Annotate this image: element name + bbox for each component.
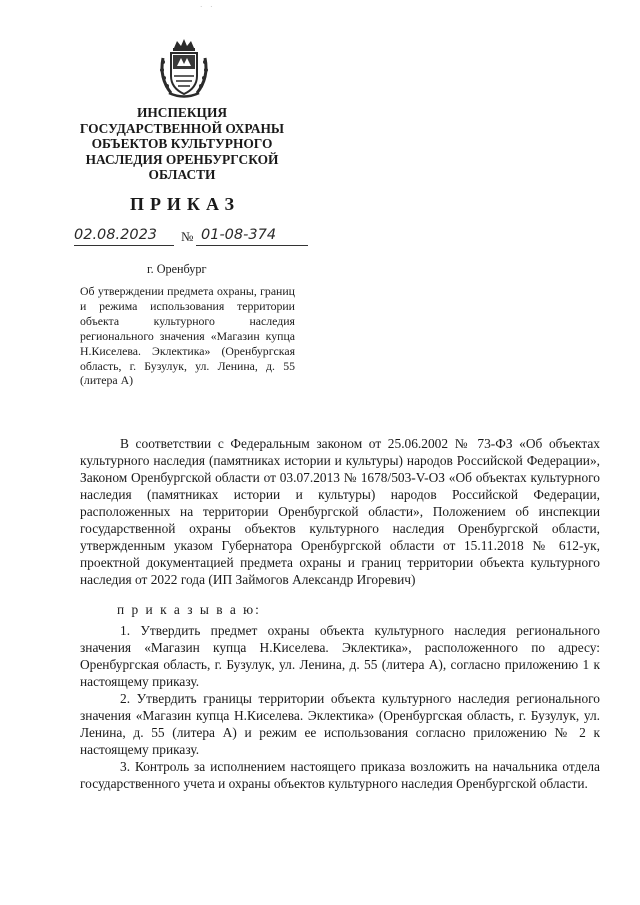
order-item-2: 2. Утвердить границы территории объекта культурного наследия регионального значения «Магазин купца Н.Киселева. Эклектика» (Оренбургская область, г. Бузулук, ул. Ленина, д. 55 (литера А) и режим ее использования согласно приложению № 2 к настоящему приказу. (80, 691, 600, 757)
order-directive: п р и к а з ы в а ю: (117, 602, 261, 617)
order-number: 01-08-374 (201, 227, 277, 243)
number-sign: № (181, 229, 194, 244)
header-line: НАСЛЕДИЯ ОРЕНБУРГСКОЙ (85, 151, 279, 167)
scan-artifact: · · (200, 3, 216, 11)
city-label: г. Оренбург (147, 262, 207, 276)
header-line: ГОСУДАРСТВЕННОЙ ОХРАНЫ (79, 120, 285, 136)
header-line: ОБЛАСТИ (148, 167, 216, 183)
preamble-paragraph: В соответствии с Федеральным законом от 25.06.2002 № 73-ФЗ «Об объектах культурного наследия (памятниках истории и культуры) народов Российской Федерации», Законом Оренбургской области от 03.07.2013 № 1678/503-V-ОЗ «Об объектах культурного наследия (памятниках истории и культуры) народов Российской Федерации, расположенных на территории Оренбургской области», Положением об инспекции государственной охраны объектов культурного наследия Оренбургской области, утвержденным указом Губернатора Оренбургской области от 15.11.2018 № 612-ук, проектной документацией предмета охраны и границ территории объекта культурного наследия от 2022 года (ИП Займогов Александр Игоревич) (80, 436, 600, 587)
coat-of-arms-icon (157, 38, 211, 100)
header-line: ИНСПЕКЦИЯ (136, 105, 228, 120)
document-title: ПРИКАЗ (129, 194, 241, 214)
order-item-1: 1. Утвердить предмет охраны объекта культурного наследия регионального значения «Магазин купца Н.Киселева. Эклектика», расположенного по адресу: Оренбургская область, г. Бузулук, ул. Ленина, д. 55 (литера А), согласно приложению 1 к настоящему приказу. (80, 623, 600, 689)
date-underline (74, 245, 174, 246)
order-date-number-line (74, 227, 314, 249)
header-line: ОБЪЕКТОВ КУЛЬТУРНОГО (91, 136, 273, 152)
order-item-3: 3. Контроль за исполнением настоящего приказа возложить на начальника отдела государственного учета и охраны объектов культурного наследия Оренбургской области. (80, 759, 600, 791)
organization-header (62, 105, 302, 183)
number-underline (196, 245, 308, 246)
order-date: 02.08.2023 (74, 227, 158, 243)
order-subject: Об утверждении предмета охраны, границ и режима использования территории объекта культурного наследия регионального значения «Магазин купца Н.Киселева. Эклектика» (Оренбургская область, г. Бузулук, ул. Ленина, д. 55 (литера А) (80, 284, 295, 388)
